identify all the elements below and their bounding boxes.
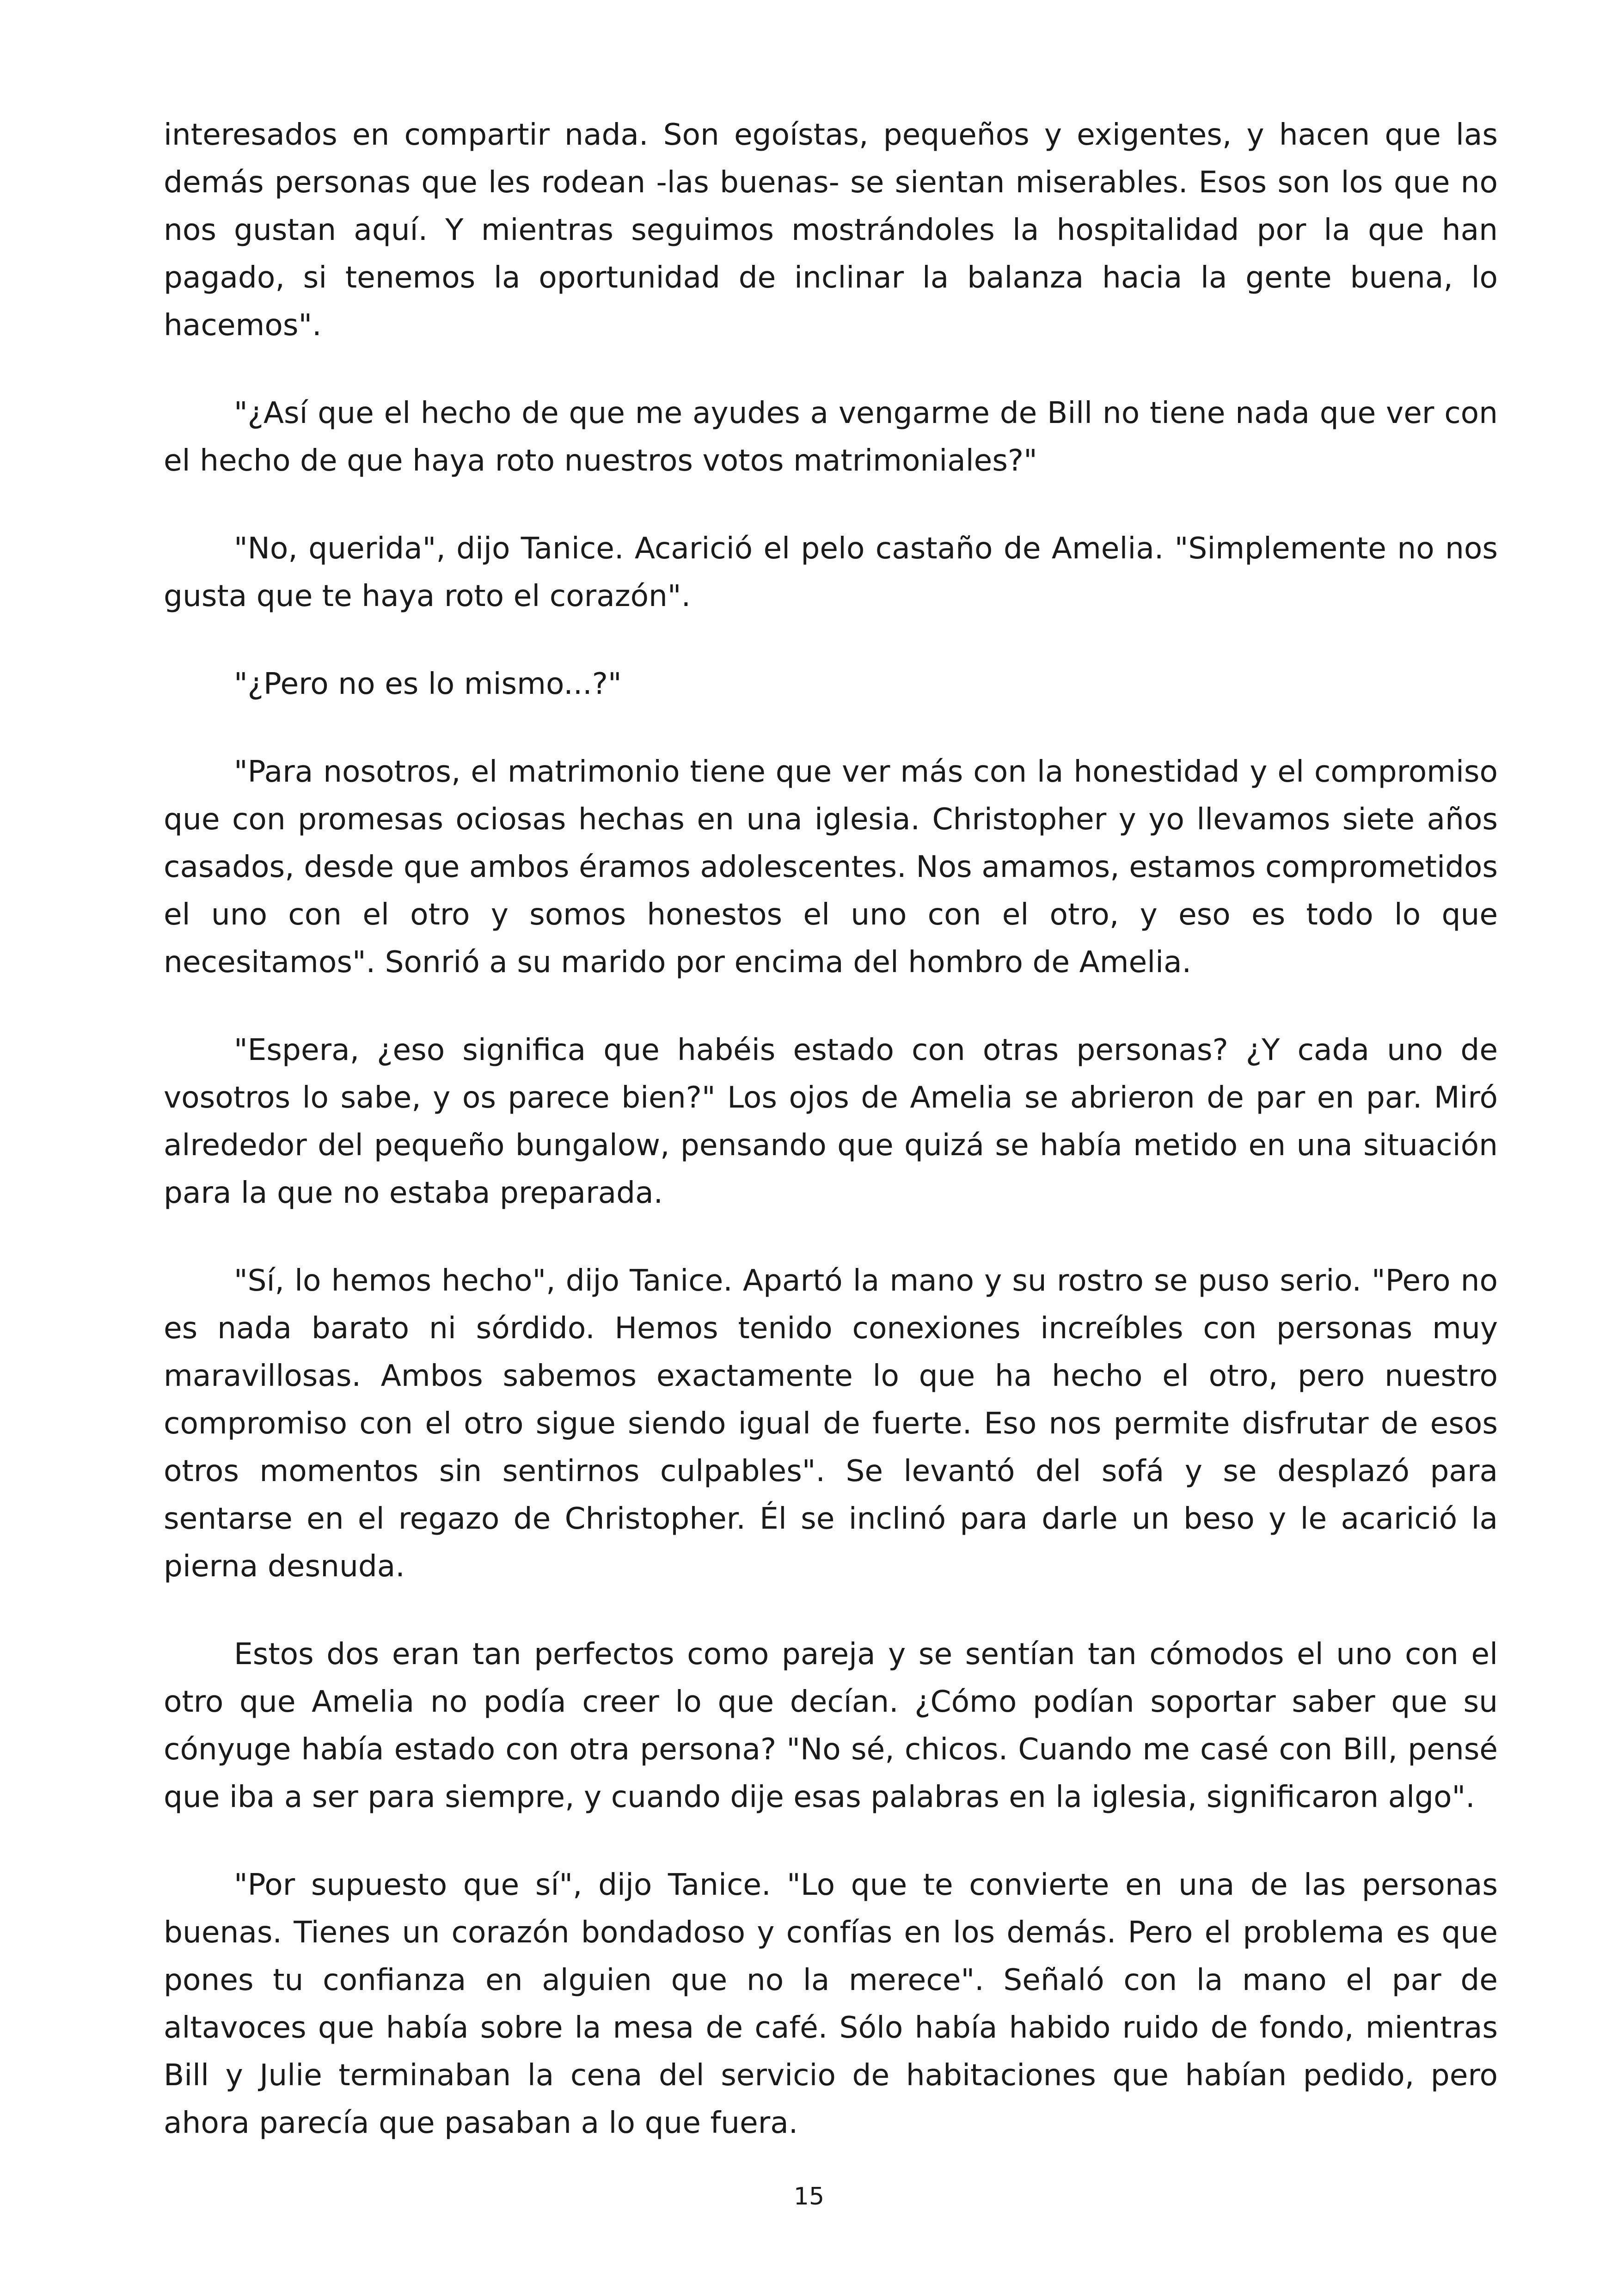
paragraph: "Espera, ¿eso significa que habéis estado con otras personas? ¿Y cada uno de vosotros lo sabe, y os parece bien?" Los ojos de Amelia se abrieron de par en par. Miró alrededor del pequeño bungalow, pensando que quizá se había metido en una situación para la que no estaba preparada. <box>164 1033 1498 1210</box>
paragraph: "Para nosotros, el matrimonio tiene que ver más con la honestidad y el compromiso que con promesas ociosas hechas en una iglesia. Christopher y yo llevamos siete años casados, desde que ambos éramos adolescentes. Nos amamos, estamos comprometidos el uno con el otro y somos honestos el uno con el otro, y eso es todo lo que necesitamos". Sonrió a su marido por encima del hombro de Amelia. <box>164 754 1498 980</box>
paragraph: "Por supuesto que sí", dijo Tanice. "Lo que te convierte en una de las personas buenas. Tienes un corazón bondadoso y confías en los demás. Pero el problema es que pones tu confianza en alguien que no la merece". Señaló con la mano el par de altavoces que había sobre la mesa de café. Sólo había habido ruido de fondo, mientras Bill y Julie terminaban la cena del servicio de habitaciones que habían pedido, pero ahora parecía que pasaban a lo que fuera. <box>164 1867 1498 2140</box>
paragraph: Estos dos eran tan perfectos como pareja y se sentían tan cómodos el uno con el otro que Amelia no podía creer lo que decían. ¿Cómo podían soportar saber que su cónyuge había estado con otra persona? "No sé, chicos. Cuando me casé con Bill, pensé que iba a ser para siempre, y cuando dije esas palabras en la iglesia, significaron algo". <box>164 1637 1498 1814</box>
paragraph: "¿Pero no es lo mismo...?" <box>234 667 622 701</box>
paragraph: "Sí, lo hemos hecho", dijo Tanice. Apartó la mano y su rostro se puso serio. "Pero no es nada barato ni sórdido. Hemos tenido conexiones increíbles con personas muy maravillosas. Ambos sabemos exactamente lo que ha hecho el otro, pero nuestro compromiso con el otro sigue siendo igual de fuerte. Eso nos permite disfrutar de esos otros momentos sin sentirnos culpables". Se levantó del sofá y se desplazó para sentarse en el regazo de Christopher. Él se inclinó para darle un beso y le acarició la pierna desnuda. <box>164 1263 1498 1584</box>
paragraph-continuation: interesados en compartir nada. Son egoístas, pequeños y exigentes, y hacen que las demás personas que les rodean -las buenas- se sientan miserables. Esos son los que no nos gustan aquí. Y mientras seguimos mostrándoles la hospitalidad por la que han pagado, si tenemos la oportunidad de inclinar la balanza hacia la gente buena, lo hacemos". <box>164 117 1498 343</box>
page-number: 15 <box>793 2183 825 2210</box>
page-body <box>164 111 1498 2187</box>
paragraph: "¿Así que el hecho de que me ayudes a vengarme de Bill no tiene nada que ver con el hecho de que haya roto nuestros votos matrimoniales?" <box>164 396 1498 478</box>
paragraph: "No, querida", dijo Tanice. Acarició el pelo castaño de Amelia. "Simplemente no nos gusta que te haya roto el corazón". <box>164 531 1498 613</box>
